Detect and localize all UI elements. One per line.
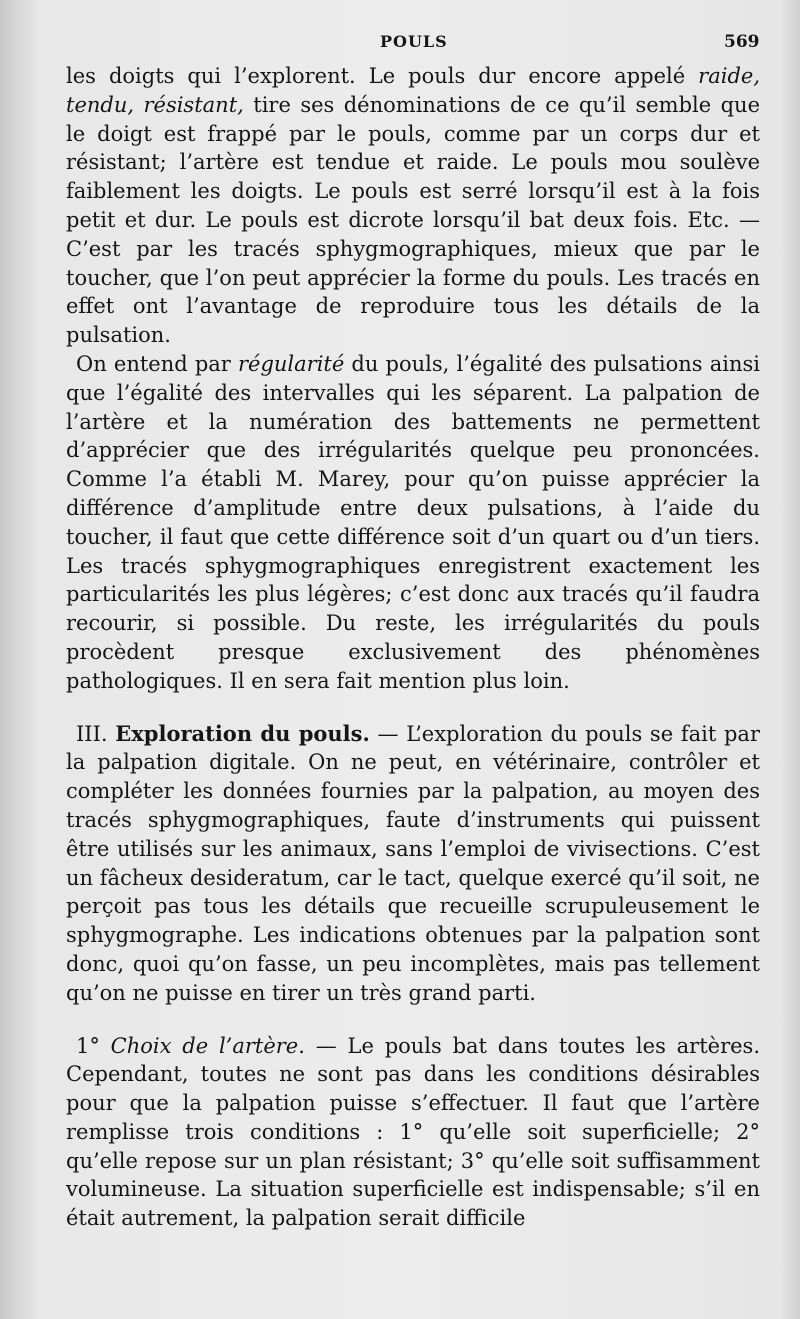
- subsection-number: 1°: [76, 1033, 111, 1058]
- page-number: 569: [724, 32, 760, 52]
- subsection-choice-of-artery: [66, 1032, 760, 1234]
- section-exploration: [66, 720, 760, 1008]
- paragraph-regularity: [66, 350, 760, 696]
- section-heading: Exploration du pouls.: [115, 720, 370, 746]
- text-run: On entend par: [76, 351, 238, 376]
- page-body: [66, 62, 760, 1233]
- running-title: POULS: [380, 32, 448, 51]
- page-header: [0, 32, 800, 58]
- text-run: — L’exploration du pouls se fait par la palpation digitale. On ne peut, en vétérinaire, contrôler et compléter les données fournies par la palpation, au moyen des tracés sphygmographiques, faute d’instruments qui puissent être utilisés sur les animaux, sans l’emploi de vivisections. C’est un fâcheux desideratum, car le tact, quelque exercé qu’il soit, ne perçoit pas tous les détails que recueille scrupuleusement le sphygmographe. Les indications obtenues par la palpation sont donc, quoi qu’on fasse, un peu incomplètes, mais pas tellement qu’on ne puisse en tirer un très grand parti.: [66, 721, 760, 1005]
- paragraph-pulse-hardness: [66, 62, 760, 350]
- italic-term: raide, tendu, résistant,: [66, 64, 760, 117]
- text-run: tire ses dénominations de ce qu’il semble que le doigt est frappé par le pouls, comme par un corps dur et résistant; l’artère est tendue et raide. Le pouls mou soulève faiblement les doigts. Le pouls est serré lorsqu’il est à la fois petit et dur. Le pouls est dicrote lorsqu’il bat deux fois. Etc. —C’est par les tracés sphygmographiques, mieux que par le toucher, que l’on peut apprécier la forme du pouls. Les tracés en effet ont l’avantage de reproduire tous les détails de la pulsation.: [66, 92, 760, 348]
- section-number: III.: [76, 721, 116, 746]
- text-run: du pouls, l’égalité des pulsations ainsi que l’égalité des intervalles qui les séparent. La palpation de l’artère et la numération des battements ne permettent d’apprécier que des irrégularités quelque peu prononcées. Comme l’a établi M. Marey, pour qu’on puisse apprécier la différence d’amplitude entre deux pulsations, à l’aide du toucher, il faut que cette différence soit d’un quart ou d’un tiers. Les tracés sphygmographiques enregistrent exactement les particularités les plus légères; c’est donc aux tracés qu’il faudra recourir, si possible. Du reste, les irrégularités du pouls procèdent presque exclusivement des phénomènes pathologiques. Il en sera fait mention plus loin.: [66, 351, 760, 693]
- text-run: les doigts qui l’explorent. Le pouls dur encore appelé: [66, 64, 699, 88]
- text-run: — Le pouls bat dans toutes les artères. Cependant, toutes ne sont pas dans les conditions désirables pour que la palpation puisse s’effectuer. Il faut que l’artère remplisse trois conditions : 1° qu’elle soit superficielle; 2° qu’elle repose sur un plan résistant; 3° qu’elle soit suffisamment volumineuse. La situation superficielle est indispensable; s’il en était autrement, la palpation serait difficile: [66, 1033, 760, 1231]
- subsection-heading: Choix de l’artère.: [110, 1033, 305, 1058]
- italic-term: régularité: [237, 351, 345, 376]
